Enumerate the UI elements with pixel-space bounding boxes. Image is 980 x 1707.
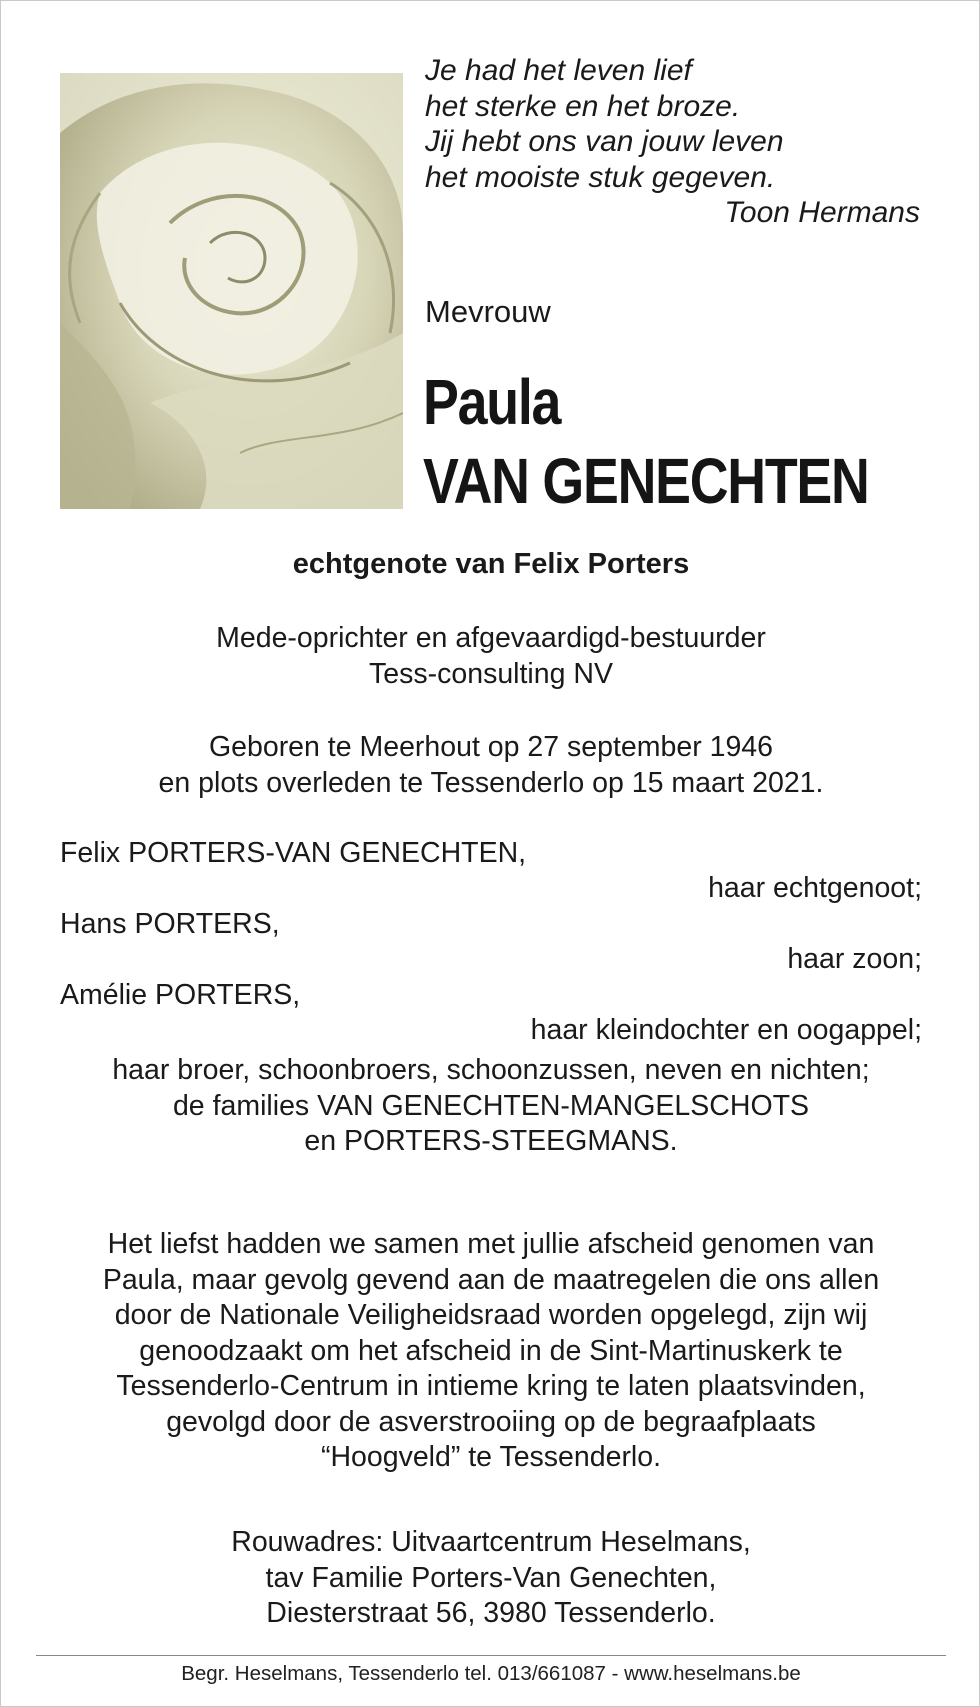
family-member-name: Hans PORTERS, — [60, 908, 280, 940]
poem-line: het sterke en het broze. — [425, 89, 741, 123]
poem-author: Toon Hermans — [724, 196, 920, 229]
notice-line: genoodzaakt om het afscheid in de Sint-Martinuskerk te — [139, 1334, 843, 1367]
family-member-name: Felix PORTERS-VAN GENECHTEN, — [60, 837, 527, 869]
notice-line: gevolgd door de asverstrooiing op de begraafplaats — [166, 1405, 816, 1438]
birth-line: Geboren te Meerhout op 27 september 1946 — [208, 731, 774, 763]
poem-line: Jij hebt ons van jouw leven — [425, 125, 784, 158]
family-member-relation: haar echtgenoot; — [708, 872, 922, 904]
dates-block — [41, 730, 941, 801]
role-block — [41, 621, 941, 692]
relatives-block — [41, 1053, 941, 1160]
last-name: VAN GENECHTEN — [423, 445, 869, 517]
address-line: Rouwadres: Uitvaartcentrum Heselmans, — [231, 1526, 751, 1558]
rose-photo — [60, 73, 403, 509]
poem-line: het mooiste stuk gegeven. — [425, 160, 776, 194]
relatives-line: haar broer, schoonbroers, schoonzussen, neven en nichten; — [112, 1054, 870, 1086]
family-list — [60, 836, 922, 1046]
notice-line: Tessenderlo-Centrum in intieme kring te laten plaatsvinden, — [116, 1370, 866, 1402]
family-member-relation: haar kleindochter en oogappel; — [530, 1014, 922, 1046]
notice-line: Paula, maar gevolg gevend aan de maatregelen die ons allen — [102, 1263, 880, 1296]
funeral-home-footer: Begr. Heselmans, Tessenderlo tel. 013/661087 - www.heselmans.be — [181, 1662, 801, 1685]
relatives-line: de families VAN GENECHTEN-MANGELSCHOTS — [172, 1089, 810, 1122]
address-line: tav Familie Porters-Van Genechten, — [265, 1561, 717, 1594]
rose-image — [60, 73, 403, 509]
notice-line: “Hoogveld” te Tessenderlo. — [320, 1441, 662, 1473]
poem — [425, 53, 920, 231]
notice-line: Het liefst hadden we samen met jullie afscheid genomen van — [107, 1228, 875, 1260]
death-line: en plots overleden te Tessenderlo op 15 maart 2021. — [158, 766, 824, 799]
family-member-relation: haar zoon; — [787, 943, 922, 975]
spouse-line: echtgenote van Felix Porters — [292, 548, 690, 580]
address-line: Diesterstraat 56, 3980 Tessenderlo. — [266, 1597, 716, 1629]
mourning-address — [41, 1525, 941, 1632]
honorific: Mevrouw — [425, 294, 551, 329]
first-name: Paula — [423, 366, 561, 438]
family-member-name: Amélie PORTERS, — [60, 979, 301, 1011]
notice-line: door de Nationale Veiligheidsraad worden opgelegd, zijn wij — [114, 1299, 868, 1331]
footer-divider — [36, 1655, 946, 1656]
relatives-line: en PORTERS-STEEGMANS. — [304, 1125, 678, 1157]
role-line: Mede-oprichter en afgevaardigd-bestuurder — [216, 622, 766, 654]
poem-line: Je had het leven lief — [425, 54, 692, 87]
company-line: Tess-consulting NV — [369, 657, 613, 690]
farewell-notice — [41, 1227, 941, 1476]
